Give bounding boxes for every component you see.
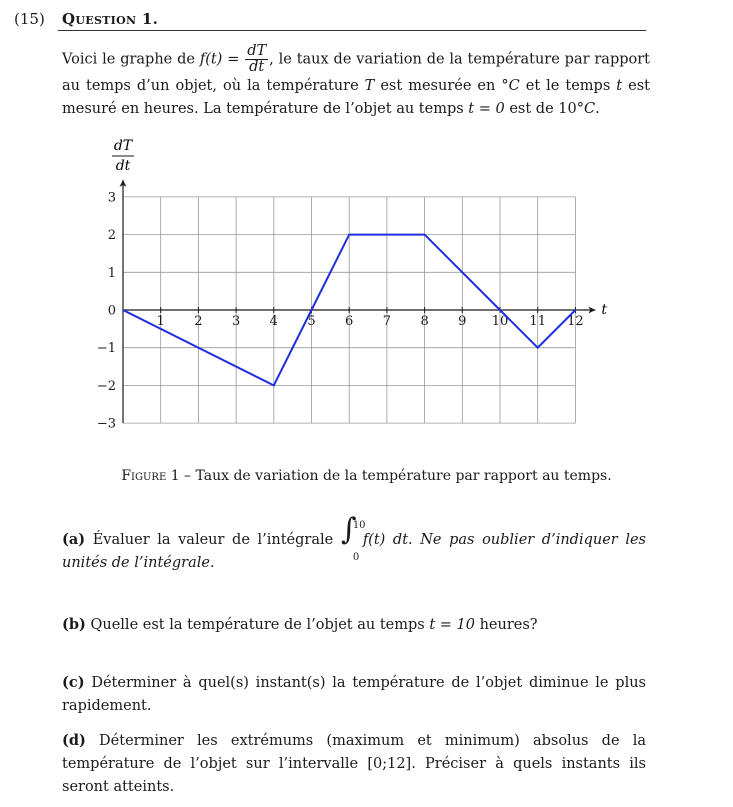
intro-t-eq: t = 0 (468, 101, 505, 117)
y-tick-label: −1 (96, 341, 116, 357)
intro-paragraph (62, 44, 650, 121)
item-d-label: (d) (62, 732, 86, 749)
item-c-text: Déterminer à quel(s) instant(s) la température de l’objet diminue le plus rapidement. (62, 675, 646, 714)
x-tick-label: 5 (307, 314, 316, 329)
x-tick-label: 9 (458, 314, 467, 329)
intro-text-2: , le taux de variation de la température par rapport au temps d’un objet, où la température (62, 51, 651, 94)
x-tick-label: 7 (382, 314, 392, 329)
y-tick-label: 3 (107, 190, 116, 206)
x-tick-label: 12 (567, 314, 584, 329)
x-tick-label: 6 (345, 314, 354, 329)
item-b (62, 613, 646, 637)
caption-text: – Taux de variation de la température par rapport au temps. (179, 468, 612, 484)
item-c (62, 671, 646, 718)
intro-unit-C: C (508, 78, 520, 94)
x-axis-label: t (601, 302, 608, 318)
item-a-integrand: f(t) dt. (362, 532, 413, 548)
item-b-label: (b) (62, 616, 86, 633)
intro-unit-C2: C (583, 101, 596, 117)
caption-label: Figure 1 (121, 468, 180, 484)
item-a (62, 512, 646, 575)
item-a-text-1: Évaluer la valeur de l’intégrale (85, 532, 341, 548)
intro-fraction (245, 44, 268, 75)
integral-symbol: ∫ 10 0 (341, 530, 363, 550)
y-tick-label: 0 (107, 303, 116, 319)
item-d (62, 729, 646, 799)
x-tick-label: 1 (156, 314, 165, 329)
y-axis-label-den: dt (115, 158, 131, 174)
intro-frac-den: dt (249, 59, 265, 75)
figure-caption (0, 468, 733, 484)
x-tick-label: 10 (491, 314, 509, 329)
rate-of-change-chart (90, 132, 620, 432)
intro-text-3: est mesurée en ° (374, 78, 509, 94)
item-c-label: (c) (62, 674, 85, 691)
y-tick-label: 2 (107, 228, 116, 244)
y-axis-label-num: dT (113, 138, 133, 154)
intro-text-5: est mesuré en heures. La température de l’objet au temps (62, 78, 650, 117)
y-tick-label: −3 (96, 416, 116, 432)
x-tick-label: 11 (529, 314, 546, 329)
intro-frac-num: dT (247, 43, 267, 59)
integral-lower-bound: 0 (352, 552, 360, 563)
integral-upper-bound: 10 (352, 520, 366, 531)
item-b-text-2: heures? (474, 617, 538, 633)
x-tick-label: 3 (231, 314, 241, 329)
x-tick-label: 4 (269, 314, 278, 329)
x-tick-label: 2 (194, 314, 203, 329)
item-a-text-2: Ne pas oublier d’indiquer les unités de l’intégrale. (62, 532, 646, 571)
item-a-label: (a) (62, 531, 86, 548)
y-tick-label: 1 (107, 265, 116, 281)
item-b-t-eq: t = 10 (429, 617, 475, 633)
intro-text-1: Voici le graphe de (62, 51, 200, 68)
intro-var-T: T (364, 78, 375, 94)
intro-function: f(t) = (199, 51, 245, 68)
y-tick-label: −2 (96, 378, 116, 394)
title-rule (58, 30, 646, 31)
item-b-text-1: Quelle est la température de l’objet au temps (85, 617, 430, 633)
question-points: (15) (14, 10, 45, 28)
intro-var-t: t (616, 78, 623, 94)
chart-axes (120, 180, 596, 423)
intro-text-7: . (595, 101, 600, 117)
question-title: Question 1. (62, 10, 159, 28)
intro-text-4: et le temps (519, 78, 617, 94)
x-tick-label: 8 (420, 314, 429, 329)
chart-ticks (97, 190, 584, 431)
intro-text-6: est de 10° (504, 101, 584, 117)
item-d-text: Déterminer les extrémums (maximum et minimum) absolus de la température de l’objet sur l’intervalle [0;12]. Préciser à quels instants ils seront atteints. (62, 733, 646, 795)
